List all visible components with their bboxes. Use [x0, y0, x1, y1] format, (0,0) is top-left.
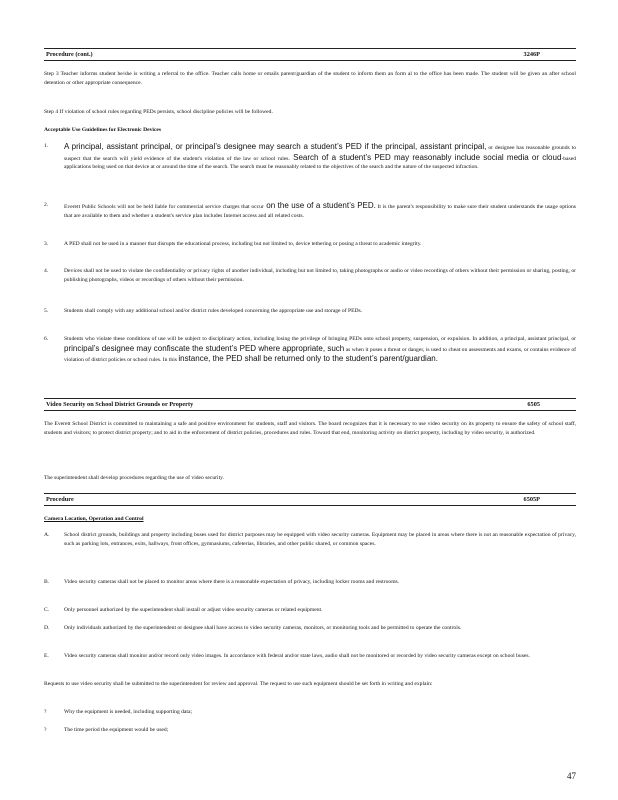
bullet-text: Why the equipment is needed, including supporting data; — [64, 709, 193, 715]
header-title: Video Security on School District Grounds or Property — [46, 401, 194, 408]
list-item — [44, 652, 576, 672]
header-code: 6505 — [527, 401, 540, 408]
item-text: Video security cameras shall monitor and/or record only video images. In accordance with federal and/or state laws, audio shall not be monitored or recorded by video security cameras except on school buses. — [64, 653, 530, 659]
section-header-procedure-cont — [44, 48, 576, 61]
item-number: A. — [44, 532, 50, 538]
item-number: 1. — [44, 143, 49, 149]
list-item — [44, 335, 576, 391]
requests-paragraph: Requests to use video security shall be submitted to the superintendent for review and approval. The request to use such equipment should be set forth in writing and explain: — [44, 681, 433, 687]
page-number: 47 — [567, 771, 576, 781]
camera-section-title: Camera Location, Operation and Control — [44, 516, 144, 522]
item-text: A PED shall not be used in a manner that disrupts the educational process, including but not limited to, device tethering or posing a threat to academic integrity. — [64, 241, 422, 247]
item-number: 6. — [44, 336, 49, 342]
step-4-paragraph: Step 4 If violation of school rules regarding PEDs persists, school discipline policies will be followed. — [44, 109, 273, 115]
item-emphasis-text: A principal, assistant principal, or principal’s designee may search a student’s PED if the principal, assistant principal, — [64, 142, 487, 151]
video-policy-paragraph: The Everett School District is committed to maintaining a safe and positive environment for students, staff and visitors. The board recognizes that it is necessary to use video security on its property to ensure the safety of school staff, students and visitors; to protect district property; and to aid in the enforcement of district policies, procedures and rules. Toward that end, monitoring activity on district property, including by video security, is authorized. — [44, 421, 576, 436]
item-number: B. — [44, 579, 50, 585]
header-code: 3246P — [523, 51, 540, 58]
item-text: or designee has reasonable grounds to suspect that the search will yield evidence of the student's violation of the law or school rules. — [64, 145, 576, 162]
item-number: 5. — [44, 308, 49, 314]
step-3-paragraph: Step 3 Teacher informs student he/she is writing a referral to the office. Teacher calls home or emails parent/guardian of the student to inform them an form al to the office has been made. The student will be given an after school detention or other appropriate consequence. — [44, 71, 576, 86]
list-item — [44, 240, 576, 260]
item-emphasis-text: instance, the PED shall be returned only to the student’s parent/guardian. — [178, 354, 438, 364]
list-item — [44, 531, 576, 569]
bullet-text: The time period the equipment would be used; — [64, 727, 169, 733]
list-item — [44, 142, 576, 196]
bullet-item — [44, 726, 576, 736]
bullet-marker: ? — [44, 709, 47, 715]
item-emphasis-text: principal’s designee may confiscate the student’s PED where appropriate, such — [64, 343, 345, 353]
item-number: C. — [44, 607, 50, 613]
bullet-marker: ? — [44, 727, 47, 733]
item-text: Devices shall not be used to violate the confidentiality or privacy rights of another individual, including but not limited to, taking photographs or audio or video recordings of others without their permission or sharing, posting, or publishing photographs, videos or recordings of others without their permission. — [64, 268, 576, 283]
item-emphasis-text: on the use of a student’s PED. — [263, 201, 376, 210]
header-title: Procedure — [46, 496, 74, 503]
list-item — [44, 578, 576, 598]
item-number: 4. — [44, 268, 49, 274]
list-item — [44, 606, 576, 618]
header-code: 6505P — [523, 496, 540, 503]
bullet-item — [44, 708, 576, 718]
item-text: School district grounds, buildings and property including buses used for district purposes may be equipped with video security cameras. Equipment may be placed in areas where there is not an reasonable expectation of privacy, such as parking lots, entrances, exits, hallways, front offices, gymnasiums, cafeterias, libraries, and other public shared, or common spaces. — [64, 532, 576, 547]
video-policy-paragraph: The superintendent shall develop procedures regarding the use of video security. — [44, 475, 224, 481]
guidelines-title: Acceptable Use Guidelines for Electronic Devices — [44, 127, 162, 133]
item-text: -based applications being used on that device at or around the time of the search. The search must be reasonably related to the objectives of the search and the nature of the suspected infraction. — [64, 155, 576, 171]
item-text: Everett Public Schools will not be held liable for commercial service charges that occur — [64, 204, 264, 210]
list-item — [44, 307, 576, 327]
list-item — [44, 624, 576, 644]
item-number: D. — [44, 625, 50, 631]
section-header-procedure — [44, 493, 576, 506]
section-header-video-security — [44, 398, 576, 411]
header-title: Procedure (cont.) — [46, 51, 93, 58]
item-text: Only individuals authorized by the superintendent or designee shall have access to video security cameras, monitors, or monitoring tools and be permitted to operate the controls. — [64, 625, 462, 631]
list-item — [44, 201, 576, 233]
item-text: Video security cameras shall not be placed to monitor areas where there is a reasonable expectation of privacy, including locker rooms and restrooms. — [64, 579, 400, 585]
item-text: It is the parent's responsibility to make sure their student understands the usage options that are available to them and whether a student's service plan includes Internet access and all related costs. — [64, 204, 576, 219]
item-text: Students shall comply with any additional school and/or district rules developed concerning the appropriate use and storage of PEDs. — [64, 308, 363, 314]
item-number: 2. — [44, 202, 49, 208]
item-text: as when it poses a threat or danger, is used to cheat on assessments and exams, or contains evidence of violation of district policies or school rules. In this — [64, 346, 576, 364]
item-emphasis-text: Search of a student’s PED may reasonably include social media or cloud — [289, 152, 562, 162]
item-number: E. — [44, 653, 49, 659]
item-number: 3. — [44, 241, 49, 247]
item-text: Only personnel authorized by the superintendent shall install or adjust video security cameras or related equipment. — [64, 607, 323, 613]
item-text: Students who violate these conditions of use will be subject to disciplinary action, including losing the privilege of bringing PEDs onto school property, suspension, or expulsion. In addition, a principal, assistant principal, or — [64, 336, 576, 342]
list-item — [44, 267, 576, 295]
